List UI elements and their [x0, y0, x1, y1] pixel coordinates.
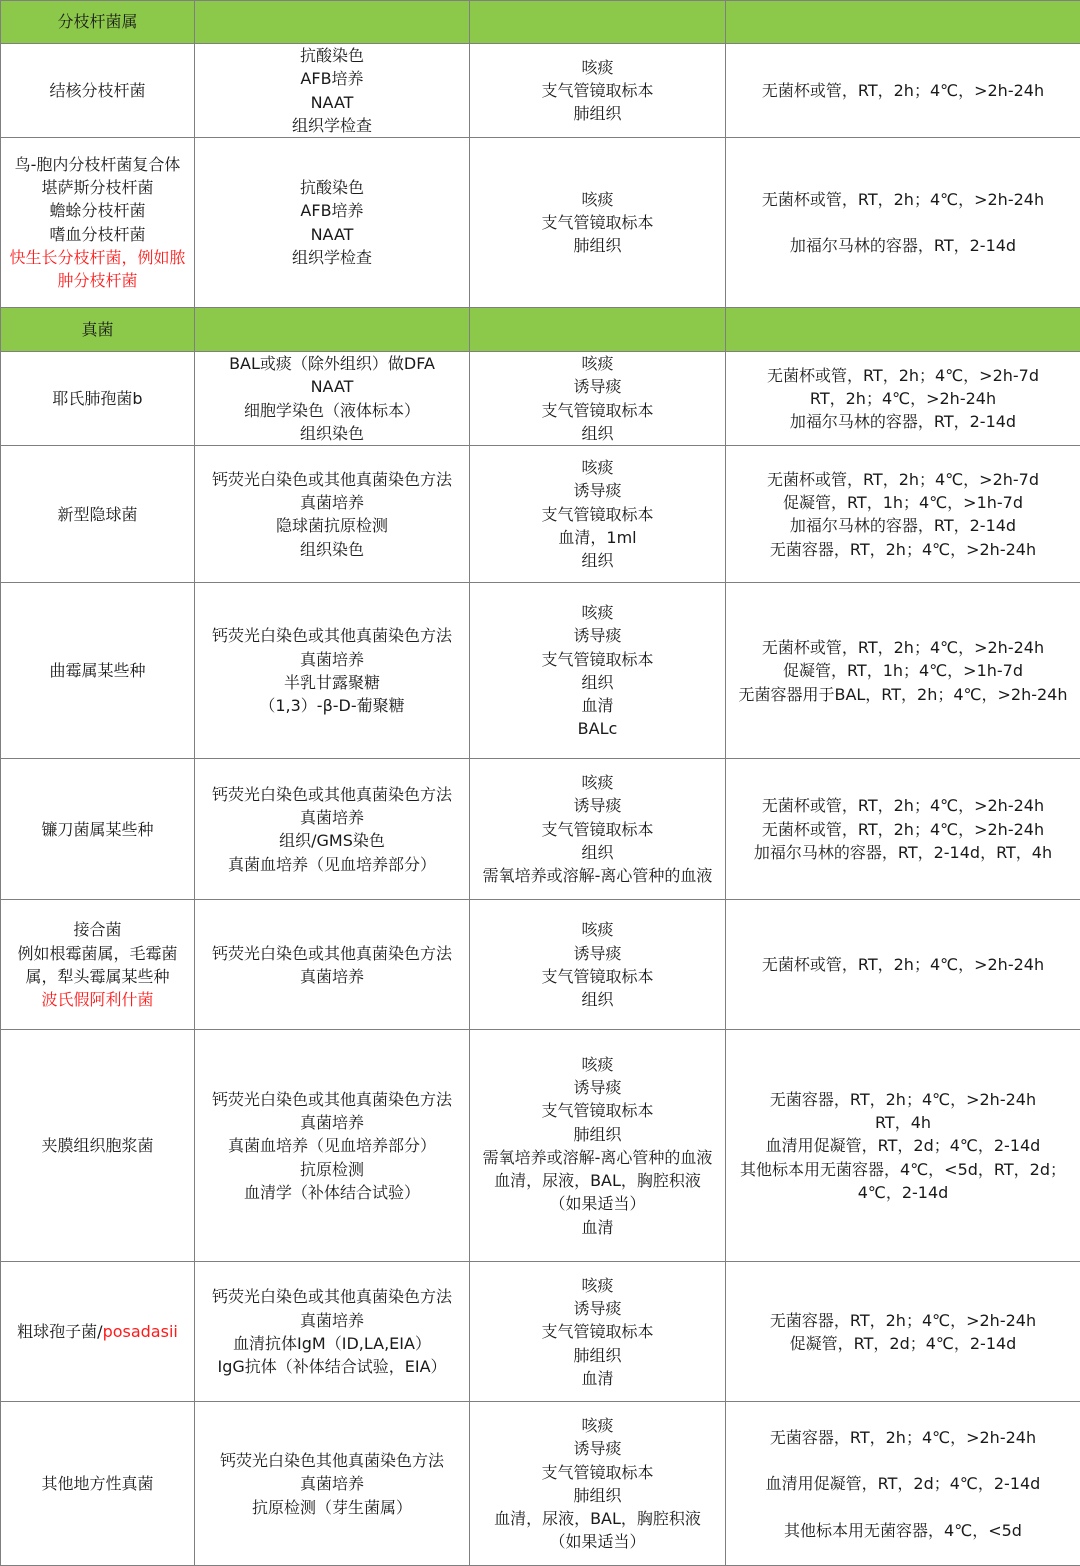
specimen-cell-line: 咳痰 [581, 189, 614, 209]
test-method-cell-line: NAAT [310, 92, 354, 112]
section-header-empty-cell [470, 308, 726, 352]
transport-cell-line: 无菌容器，RT，2h；4℃，>2h-24h [769, 1089, 1037, 1109]
transport-cell-line: 无菌容器，RT，2h；4℃，>2h-24h [769, 539, 1037, 559]
organism-cell [1, 1402, 195, 1566]
table-row [1, 446, 1080, 583]
specimen-cell-line: 咳痰 [581, 458, 614, 478]
test-method-cell-line: 真菌培养 [299, 966, 364, 986]
specimen-cell-line: 肺组织 [573, 1124, 622, 1144]
organism-name-line: 例如根霉菌属，毛霉菌 [17, 943, 178, 963]
test-method-cell-line: 血清抗体IgM（ID,LA,EIA） [233, 1333, 431, 1353]
test-method-cell-line: 血清学（补体结合试验） [243, 1182, 420, 1202]
blank-line [728, 1449, 1078, 1472]
test-method-cell-line: 钙荧光白染色或其他真菌染色方法 [211, 1287, 452, 1307]
specimen-cell-line: 血清 [581, 1368, 614, 1388]
specimen-cell-line: 诱导痰 [573, 377, 622, 397]
specimen-cell-line: 组织 [581, 672, 614, 692]
organism-name-line: 接合菌 [73, 920, 122, 940]
organism-name-line: 堪萨斯分枝杆菌 [41, 178, 154, 198]
specimen-cell-line: 支气管镜取标本 [541, 819, 654, 839]
test-method-cell-line: AFB培养 [300, 201, 364, 221]
organism-cell [1, 446, 195, 583]
specimen-cell-line: 肺组织 [573, 236, 622, 256]
transport-cell-line: 促凝管，RT，1h；4℃，>1h-7d [782, 661, 1024, 681]
specimen-cell-line: 支气管镜取标本 [541, 966, 654, 986]
transport-cell-line: 加福尔马林的容器，RT，2-14d，RT，4h [753, 843, 1053, 863]
organism-name-line: 快生长分枝杆菌，例如脓 [9, 247, 186, 267]
organism-cell [1, 138, 195, 308]
specimen-cell-line: 血清，尿液，BAL，胸腔积液 [494, 1509, 701, 1529]
test-method-cell-line: 真菌培养 [299, 1310, 364, 1330]
transport-cell-line: 无菌容器，RT，2h；4℃，>2h-24h [769, 1427, 1037, 1447]
test-method-cell [195, 446, 470, 583]
transport-cell-line: 其他标本用无菌容器，4℃，<5d [784, 1520, 1022, 1540]
specimen-cell-line: 咳痰 [581, 920, 614, 940]
specimen-cell-line: 诱导痰 [573, 626, 622, 646]
specimen-cell-line: 血清，尿液，BAL，胸腔积液 [494, 1171, 701, 1191]
transport-cell-line: 无菌杯或管，RT，2h；4℃，>2h-24h [761, 955, 1045, 975]
transport-cell-line: 无菌杯或管，RT，2h；4℃，>2h-24h [761, 80, 1045, 100]
organism-name-line: 其他地方性真菌 [41, 1474, 154, 1494]
test-method-cell-line: 钙荧光白染色或其他真菌染色方法 [211, 469, 452, 489]
organism-name-line: 肿分枝杆菌 [57, 271, 138, 291]
specimen-cell-line: 血清 [581, 696, 614, 716]
test-method-cell [195, 44, 470, 138]
table-row [1, 759, 1080, 900]
organism-cell [1, 759, 195, 900]
transport-cell-line: 血清用促凝管，RT，2d；4℃，2-14d [765, 1136, 1041, 1156]
specimen-cell-line: 咳痰 [581, 1275, 614, 1295]
test-method-cell [195, 759, 470, 900]
specimen-cell-line: 诱导痰 [573, 1077, 622, 1097]
transport-cell-line: 无菌杯或管，RT，2h；4℃，>2h-24h [761, 637, 1045, 657]
transport-cell-line: 加福尔马林的容器，RT，2-14d [789, 236, 1017, 256]
specimen-cell-line: 诱导痰 [573, 1298, 622, 1318]
transport-cell [726, 352, 1080, 446]
specimen-cell-line: 支气管镜取标本 [541, 213, 654, 233]
specimen-cell-line: 组织 [581, 551, 614, 571]
test-method-cell-line: 隐球菌抗原检测 [275, 516, 388, 536]
transport-cell [726, 44, 1080, 138]
organism-name-line: 鸟-胞内分枝杆菌复合体 [14, 154, 181, 174]
transport-cell-line: RT，4h [874, 1112, 932, 1132]
blank-line [728, 1496, 1078, 1519]
section-header-row [1, 1, 1080, 44]
specimen-cell-line: 需氧培养或溶解-离心管种的血液 [482, 866, 713, 886]
test-method-cell-line: 钙荧光白染色或其他真菌染色方法 [211, 784, 452, 804]
specimen-cell-line: 组织 [581, 424, 614, 444]
organism-name-line: posadasii [102, 1322, 178, 1342]
organism-name-line: 耶氏肺孢菌b [52, 389, 143, 409]
transport-cell [726, 759, 1080, 900]
test-method-cell-line: 真菌培养 [299, 1474, 364, 1494]
transport-cell-line: 加福尔马林的容器，RT，2-14d [789, 412, 1017, 432]
transport-cell [726, 446, 1080, 583]
organism-name-line: 蟾蜍分枝杆菌 [49, 201, 146, 221]
test-method-cell-line: 组织/GMS染色 [279, 831, 385, 851]
test-method-cell-line: 钙荧光白染色或其他真菌染色方法 [211, 626, 452, 646]
specimen-cell-line: 支气管镜取标本 [541, 1101, 654, 1121]
specimen-cell-line: 组织 [581, 990, 614, 1010]
specimen-cell-line: 诱导痰 [573, 481, 622, 501]
organism-name-line: 属，犁头霉属某些种 [25, 966, 170, 986]
transport-cell [726, 1262, 1080, 1402]
test-method-cell-line: BAL或痰（除外组织）做DFA [229, 354, 435, 374]
test-method-cell-line: AFB培养 [300, 69, 364, 89]
organism-name-line: 嗜血分枝杆菌 [49, 224, 146, 244]
test-method-cell [195, 352, 470, 446]
table-row [1, 583, 1080, 759]
specimen-cell-line: 诱导痰 [573, 1439, 622, 1459]
specimen-cell-line: 血清，1ml [558, 528, 637, 548]
specimen-cell-line: 支气管镜取标本 [541, 1462, 654, 1482]
transport-cell [726, 900, 1080, 1030]
test-method-cell-line: 真菌血培养（见血培养部分） [227, 854, 436, 874]
organism-name-line: 曲霉属某些种 [49, 661, 146, 681]
organism-cell [1, 1262, 195, 1402]
organism-name-line: 粗球孢子菌/ [17, 1322, 103, 1342]
test-method-cell-line: 抗酸染色 [299, 178, 364, 198]
specimen-cell-line: 咳痰 [581, 773, 614, 793]
test-method-cell [195, 1030, 470, 1262]
table-row [1, 1402, 1080, 1566]
transport-cell [726, 138, 1080, 308]
section-header-empty-cell [195, 308, 470, 352]
table-row [1, 44, 1080, 138]
transport-cell-line: 无菌杯或管，RT，2h；4℃，>2h-7d [766, 365, 1040, 385]
specimen-cell-line: 支气管镜取标本 [541, 400, 654, 420]
transport-cell [726, 1030, 1080, 1262]
test-method-cell-line: 组织学检查 [291, 115, 372, 135]
specimen-cell-line: 诱导痰 [573, 943, 622, 963]
specimen-cell-line: 咳痰 [581, 1415, 614, 1435]
test-method-cell [195, 583, 470, 759]
specimen-cell-line: 咳痰 [581, 1054, 614, 1074]
specimen-cell [470, 138, 726, 308]
specimen-cell [470, 446, 726, 583]
test-method-cell-line: 钙荧光白染色或其他真菌染色方法 [211, 1089, 452, 1109]
test-method-cell-line: 抗原检测 [299, 1159, 364, 1179]
specimen-cell-line: 诱导痰 [573, 796, 622, 816]
organism-name-line: 结核分枝杆菌 [49, 80, 146, 100]
test-method-cell-line: 组织染色 [299, 424, 364, 444]
specimen-cell-line: 支气管镜取标本 [541, 80, 654, 100]
specimen-cell-line: 支气管镜取标本 [541, 504, 654, 524]
test-method-cell-line: 真菌培养 [299, 649, 364, 669]
organism-cell [1, 900, 195, 1030]
specimen-cell-line: 咳痰 [581, 602, 614, 622]
transport-cell-line: 无菌杯或管，RT，2h；4℃，>2h-24h [761, 819, 1045, 839]
transport-cell-line: 血清用促凝管，RT，2d；4℃，2-14d [765, 1474, 1041, 1494]
test-method-cell [195, 1402, 470, 1566]
test-method-cell-line: NAAT [310, 224, 354, 244]
organism-cell [1, 583, 195, 759]
specimen-cell [470, 1030, 726, 1262]
specimen-cell-line: 肺组织 [573, 1485, 622, 1505]
test-method-cell-line: 真菌培养 [299, 1112, 364, 1132]
specimen-cell [470, 1262, 726, 1402]
table-row [1, 352, 1080, 446]
table-body [1, 1, 1080, 1566]
specimen-cell-line: 肺组织 [573, 1345, 622, 1365]
blank-line [728, 211, 1078, 234]
specimen-cell [470, 583, 726, 759]
specimen-cell [470, 44, 726, 138]
specimen-cell-line: （如果适当） [549, 1194, 646, 1214]
table-row [1, 1262, 1080, 1402]
test-method-cell-line: 真菌培养 [299, 808, 364, 828]
specimen-cell-line: BALc [577, 719, 618, 739]
test-method-cell-line: 钙荧光白染色其他真菌染色方法 [219, 1450, 444, 1470]
transport-cell-line: 无菌容器，RT，2h；4℃，>2h-24h [769, 1310, 1037, 1330]
transport-cell-line: 促凝管，RT，2d；4℃，2-14d [789, 1333, 1017, 1353]
specimen-cell-line: 支气管镜取标本 [541, 1322, 654, 1342]
test-method-cell-line: 组织学检查 [291, 247, 372, 267]
organism-name-line: 波氏假阿利什菌 [41, 990, 154, 1010]
transport-cell-line: 无菌杯或管，RT，2h；4℃，>2h-7d [766, 469, 1040, 489]
test-method-cell-line: NAAT [310, 377, 354, 397]
transport-cell-line: 无菌杯或管，RT，2h；4℃，>2h-24h [761, 796, 1045, 816]
table-row [1, 1030, 1080, 1262]
specimen-cell-line: 组织 [581, 843, 614, 863]
table-row [1, 138, 1080, 308]
organism-cell [1, 1030, 195, 1262]
transport-cell-line: 促凝管，RT，1h；4℃，>1h-7d [782, 493, 1024, 513]
test-method-cell-line: 真菌血培养（见血培养部分） [227, 1136, 436, 1156]
specimen-cell-line: 咳痰 [581, 57, 614, 77]
test-method-cell-line: 半乳甘露聚糖 [283, 672, 380, 692]
test-method-cell-line: （1,3）-β-D-葡聚糖 [259, 696, 405, 716]
table-row [1, 900, 1080, 1030]
test-method-cell-line: IgG抗体（补体结合试验，EIA） [217, 1357, 447, 1377]
transport-cell [726, 1402, 1080, 1566]
specimen-cell [470, 1402, 726, 1566]
section-header-empty-cell [195, 1, 470, 44]
section-header-empty-cell [726, 308, 1080, 352]
transport-cell-line: 加福尔马林的容器，RT，2-14d [789, 516, 1017, 536]
specimen-cell [470, 759, 726, 900]
test-method-cell [195, 138, 470, 308]
specimen-cell-line: 支气管镜取标本 [541, 649, 654, 669]
section-title: 真菌 [1, 308, 195, 352]
transport-cell [726, 583, 1080, 759]
test-method-cell-line: 抗原检测（芽生菌属） [251, 1497, 412, 1517]
section-title: 分枝杆菌属 [1, 1, 195, 44]
specimen-cell [470, 352, 726, 446]
organism-cell [1, 352, 195, 446]
transport-cell-line: 无菌容器用于BAL，RT，2h；4℃，>2h-24h [738, 684, 1068, 704]
test-method-cell-line: 真菌培养 [299, 493, 364, 513]
test-method-cell-line: 钙荧光白染色或其他真菌染色方法 [211, 943, 452, 963]
transport-cell-line: 4℃，2-14d [857, 1182, 949, 1202]
specimen-cell-line: 血清 [581, 1217, 614, 1237]
test-method-cell-line: 抗酸染色 [299, 46, 364, 65]
section-header-empty-cell [470, 1, 726, 44]
transport-cell-line: 其他标本用无菌容器，4℃，<5d，RT，2d； [740, 1159, 1066, 1179]
test-method-cell-line: 组织染色 [299, 539, 364, 559]
transport-cell-line: RT，2h；4℃，>2h-24h [809, 389, 997, 409]
specimen-cell-line: 咳痰 [581, 354, 614, 374]
test-method-cell [195, 900, 470, 1030]
section-header-row [1, 308, 1080, 352]
test-method-cell [195, 1262, 470, 1402]
specimen-cell [470, 900, 726, 1030]
specimen-cell-line: （如果适当） [549, 1532, 646, 1552]
organism-name-line: 夹膜组织胞浆菌 [41, 1136, 154, 1156]
organism-name-line: 新型隐球菌 [57, 504, 138, 524]
specimen-cell-line: 需氧培养或溶解-离心管种的血液 [482, 1147, 713, 1167]
specimen-cell-line: 肺组织 [573, 104, 622, 124]
organism-name-line: 镰刀菌属某些种 [41, 819, 154, 839]
transport-cell-line: 无菌杯或管，RT，2h；4℃，>2h-24h [761, 189, 1045, 209]
test-method-cell-line: 细胞学染色（液体标本） [243, 400, 420, 420]
organism-cell [1, 44, 195, 138]
section-header-empty-cell [726, 1, 1080, 44]
